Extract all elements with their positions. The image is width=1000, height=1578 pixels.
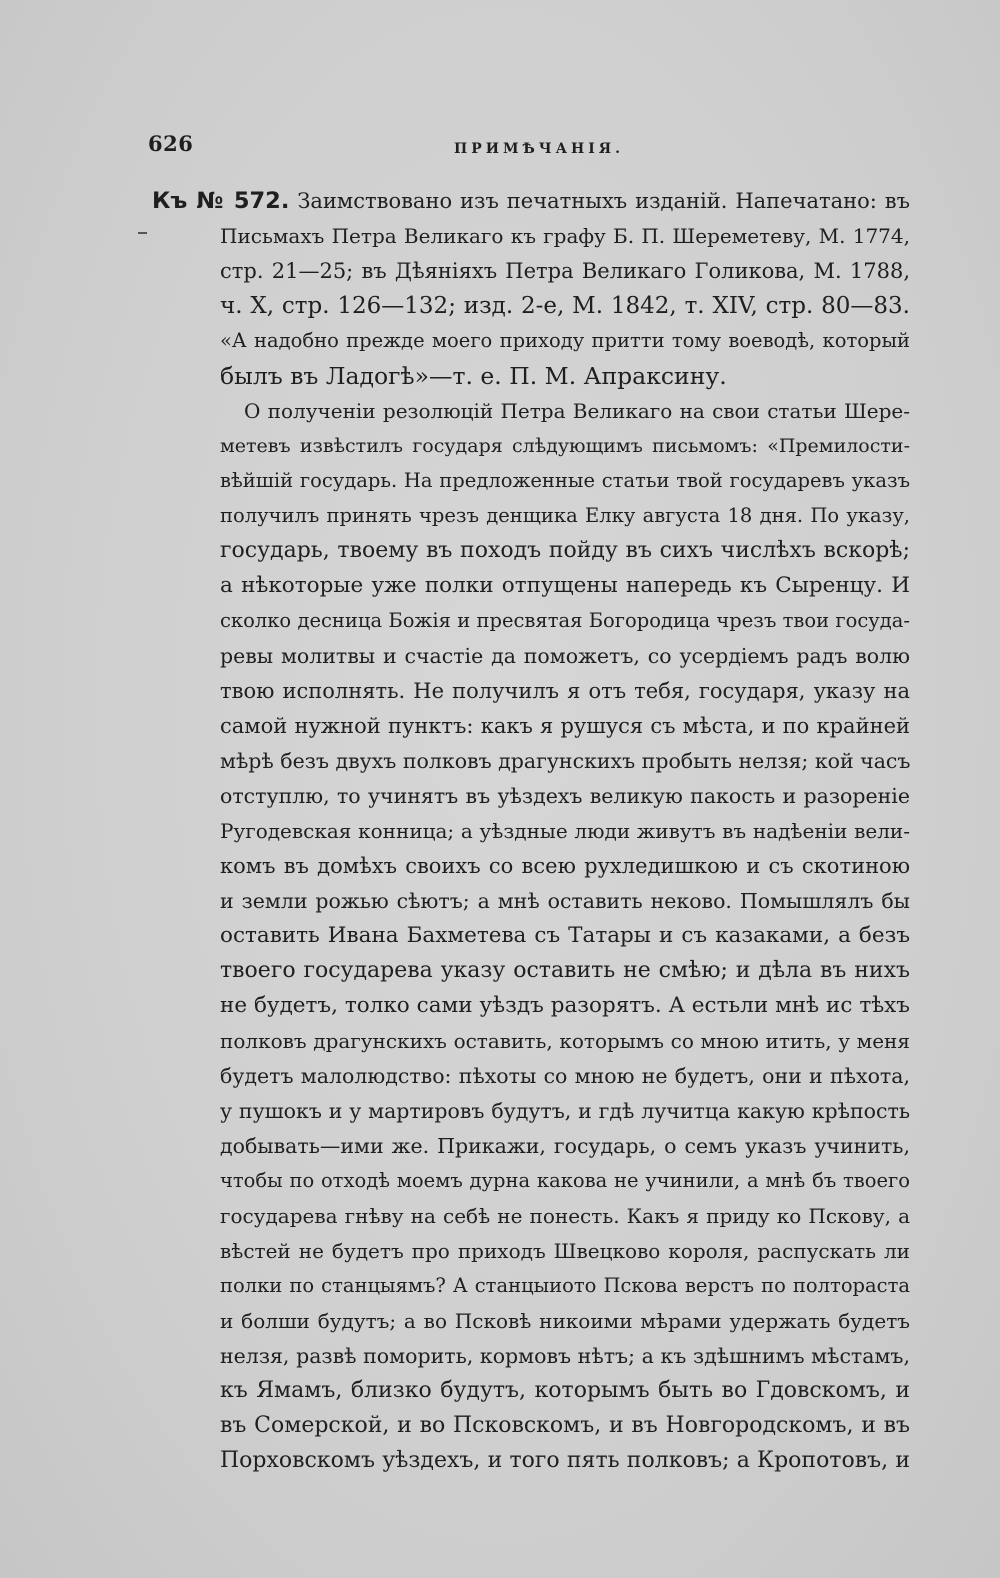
body-line: нелзя, развѣ поморить, кормовъ нѣтъ; а къ здѣшнимъ мѣстамъ, bbox=[220, 1344, 910, 1368]
note-line: стр. 21—25; въ Дѣяніяхъ Петра Великаго Голикова, М. 1788, bbox=[220, 259, 910, 283]
body-line: вѣстей не будетъ про приходъ Швецково короля, распускать ли bbox=[220, 1239, 910, 1263]
note-line: «А надобно прежде моего приходу притти тому воеводѣ, который bbox=[220, 329, 910, 352]
body-line: не будетъ, толко сами уѣздъ разорятъ. А естьли мнѣ ис тѣхъ bbox=[220, 993, 910, 1018]
body-line: а нѣкоторые уже полки отпущены напередь къ Сыренцу. И bbox=[220, 573, 910, 598]
body-line: государь, твоему въ походъ пойду въ сихъ числѣхъ вскорѣ; bbox=[220, 538, 910, 563]
body-line: отступлю, то учинятъ въ уѣздехъ великую пакость и разореніе bbox=[220, 784, 910, 808]
body-line: государева гнѣву на себѣ не понесть. Какъ я приду ко Пскову, а bbox=[220, 1204, 910, 1228]
body-line: Ругодевская конница; а уѣздные люди живутъ въ надѣеніи вели- bbox=[220, 819, 910, 843]
body-line: метевъ извѣстилъ государя слѣдующимъ письмомъ: «Премилости- bbox=[220, 435, 910, 457]
body-line: О полученіи резолюцій Петра Великаго на свои статьи Шере- bbox=[244, 399, 910, 423]
body-line: полковъ драгунскихъ оставить, которымъ со мною итить, у меня bbox=[220, 1029, 910, 1053]
page-number: 626 bbox=[148, 131, 194, 156]
body-line: получилъ принять чрезъ денщика Елку августа 18 дня. По указу, bbox=[220, 504, 910, 527]
margin-mark bbox=[138, 232, 147, 234]
body-line: комъ въ домѣхъ своихъ со всею рухледишкою и съ скотиною bbox=[220, 854, 910, 878]
running-title: ПРИМѢЧАНІЯ. bbox=[454, 141, 624, 157]
note-line: Письмахъ Петра Великаго къ графу Б. П. Шереметеву, М. 1774, bbox=[220, 224, 910, 248]
body-line: сколко десница Божія и пресвятая Богородица чрезъ твои госуда- bbox=[220, 609, 910, 632]
body-line: и земли рожью сѣютъ; а мнѣ оставить неково. Помышлялъ бы bbox=[220, 889, 910, 913]
note-label: Къ № 572. bbox=[152, 188, 290, 214]
note-line: былъ въ Ладогѣ»—т. е. П. М. Апраксину. bbox=[220, 362, 727, 390]
body-line: полки по станцыямъ? А станцыиото Пскова верстъ по полтораста bbox=[220, 1274, 910, 1297]
body-line: добывать—ими же. Прикажи, государь, о семъ указъ учинить, bbox=[220, 1134, 910, 1158]
body-line: Порховскомъ уѣздехъ, и того пять полковъ; а Кропотовъ, и bbox=[220, 1448, 910, 1473]
body-line: будетъ малолюдство: пѣхоты со мною не будетъ, они и пѣхота, bbox=[220, 1064, 910, 1088]
note-line: ч. X, стр. 126—132; изд. 2-е, М. 1842, т. XIV, стр. 80—83. bbox=[220, 293, 910, 319]
body-line: твоего государева указу оставить не смѣю; и дѣла въ нихъ bbox=[220, 958, 910, 983]
body-line: и болши будутъ; а во Псковѣ никоими мѣрами удержать будетъ bbox=[220, 1309, 910, 1333]
body-line: оставить Ивана Бахметева съ Татары и съ казаками, а безъ bbox=[220, 923, 910, 948]
body-line: чтобы по отходѣ моемъ дурна какова не учинили, а мнѣ бъ твоего bbox=[220, 1169, 910, 1192]
body-line: вѣйшій государь. На предложенные статьи твой государевъ указъ bbox=[220, 469, 910, 492]
body-line: твою исполнять. Не получилъ я отъ тебя, государя, указу на bbox=[220, 679, 910, 703]
body-line: ревы молитвы и счастіе да поможетъ, со усердіемъ радъ волю bbox=[220, 644, 910, 668]
body-line: въ Сомерской, и во Псковскомъ, и въ Новгородскомъ, и въ bbox=[220, 1413, 910, 1438]
body-line: самой нужной пунктъ: какъ я рушуся съ мѣста, и по крайней bbox=[220, 714, 910, 738]
body-line: къ Ямамъ, близко будутъ, которымъ быть во Гдовскомъ, и bbox=[220, 1378, 910, 1403]
body-line: мѣрѣ безъ двухъ полковъ драгунскихъ пробыть нелзя; кой часъ bbox=[220, 749, 911, 773]
note-line: Къ № 572. Заимствовано изъ печатныхъ изданій. Напечатано: въ bbox=[152, 188, 910, 214]
body-line: у пушокъ и у мартировъ будутъ, и гдѣ лучитца какую крѣпость bbox=[220, 1099, 910, 1123]
